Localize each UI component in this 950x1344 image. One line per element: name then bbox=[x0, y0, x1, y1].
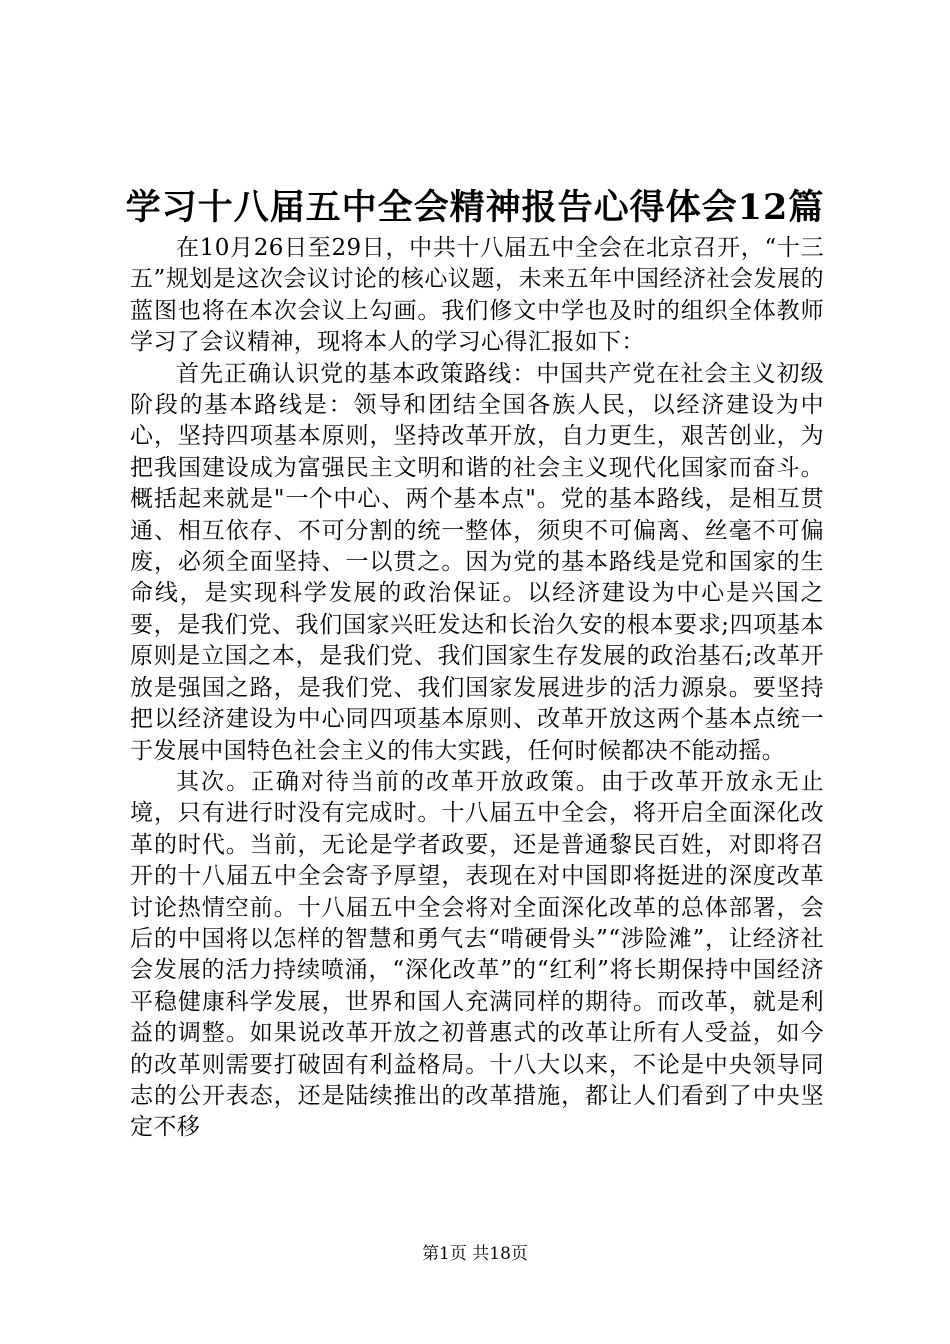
paragraph: 首先正确认识党的基本政策路线：中国共产党在社会主义初级阶段的基本路线是：领导和团结全国各族人民，以经济建设为中心，坚持四项基本原则，坚持改革开放，自力更生，艰苦创业，为把我国建设成为富强民主文明和谐的社会主义现代化国家而奋斗。概括起来就是"一个中心、两个基本点"。党的基本路线，是相互贯通、相互依存、不可分割的统一整体，须臾不可偏离、丝毫不可偏废，必须全面坚持、一以贯之。因为党的基本路线是党和国家的生命线，是实现科学发展的政治保证。以经济建设为中心是兴国之要，是我们党、我们国家兴旺发达和长治久安的根本要求;四项基本原则是立国之本，是我们党、我们国家生存发展的政治基石;改革开放是强国之路，是我们党、我们国家发展进步的活力源泉。要坚持把以经济建设为中心同四项基本原则、改革开放这两个基本点统一于发展中国特色社会主义的伟大实践，任何时候都决不能动摇。 bbox=[130, 360, 824, 764]
document-body bbox=[130, 233, 824, 1144]
document-title: 学习十八届五中全会精神报告心得体会12篇 bbox=[125, 187, 825, 228]
paragraph: 在10月26日至29日，中共十八届五中全会在北京召开，“十三五”规划是这次会议讨论的核心议题，未来五年中国经济社会发展的蓝图也将在本次会议上勾画。我们修文中学也及时的组织全体教师学习了会议精神，现将本人的学习心得汇报如下： bbox=[130, 235, 824, 356]
paragraph: 其次。正确对待当前的改革开放政策。由于改革开放永无止境，只有进行时没有完成时。十八届五中全会，将开启全面深化改革的时代。当前，无论是学者政要，还是普通黎民百姓，对即将召开的十八届五中全会寄予厚望，表现在对中国即将挺进的深度改革讨论热情空前。十八届五中全会将对全面深化改革的总体部署，会后的中国将以怎样的智慧和勇气去“啃硬骨头”“涉险滩”，让经济社会发展的活力持续喷涌，“深化改革”的“红利”将长期保持中国经济平稳健康科学发展，世界和国人充满同样的期待。而改革，就是利益的调整。如果说改革开放之初普惠式的改革让所有人受益，如今的改革则需要打破固有利益格局。十八大以来，不论是中央领导同志的公开表态，还是陆续推出的改革措施，都让人们看到了中央坚定不移 bbox=[130, 768, 824, 1141]
page-number-footer: 第1页 共18页 bbox=[422, 1244, 528, 1264]
